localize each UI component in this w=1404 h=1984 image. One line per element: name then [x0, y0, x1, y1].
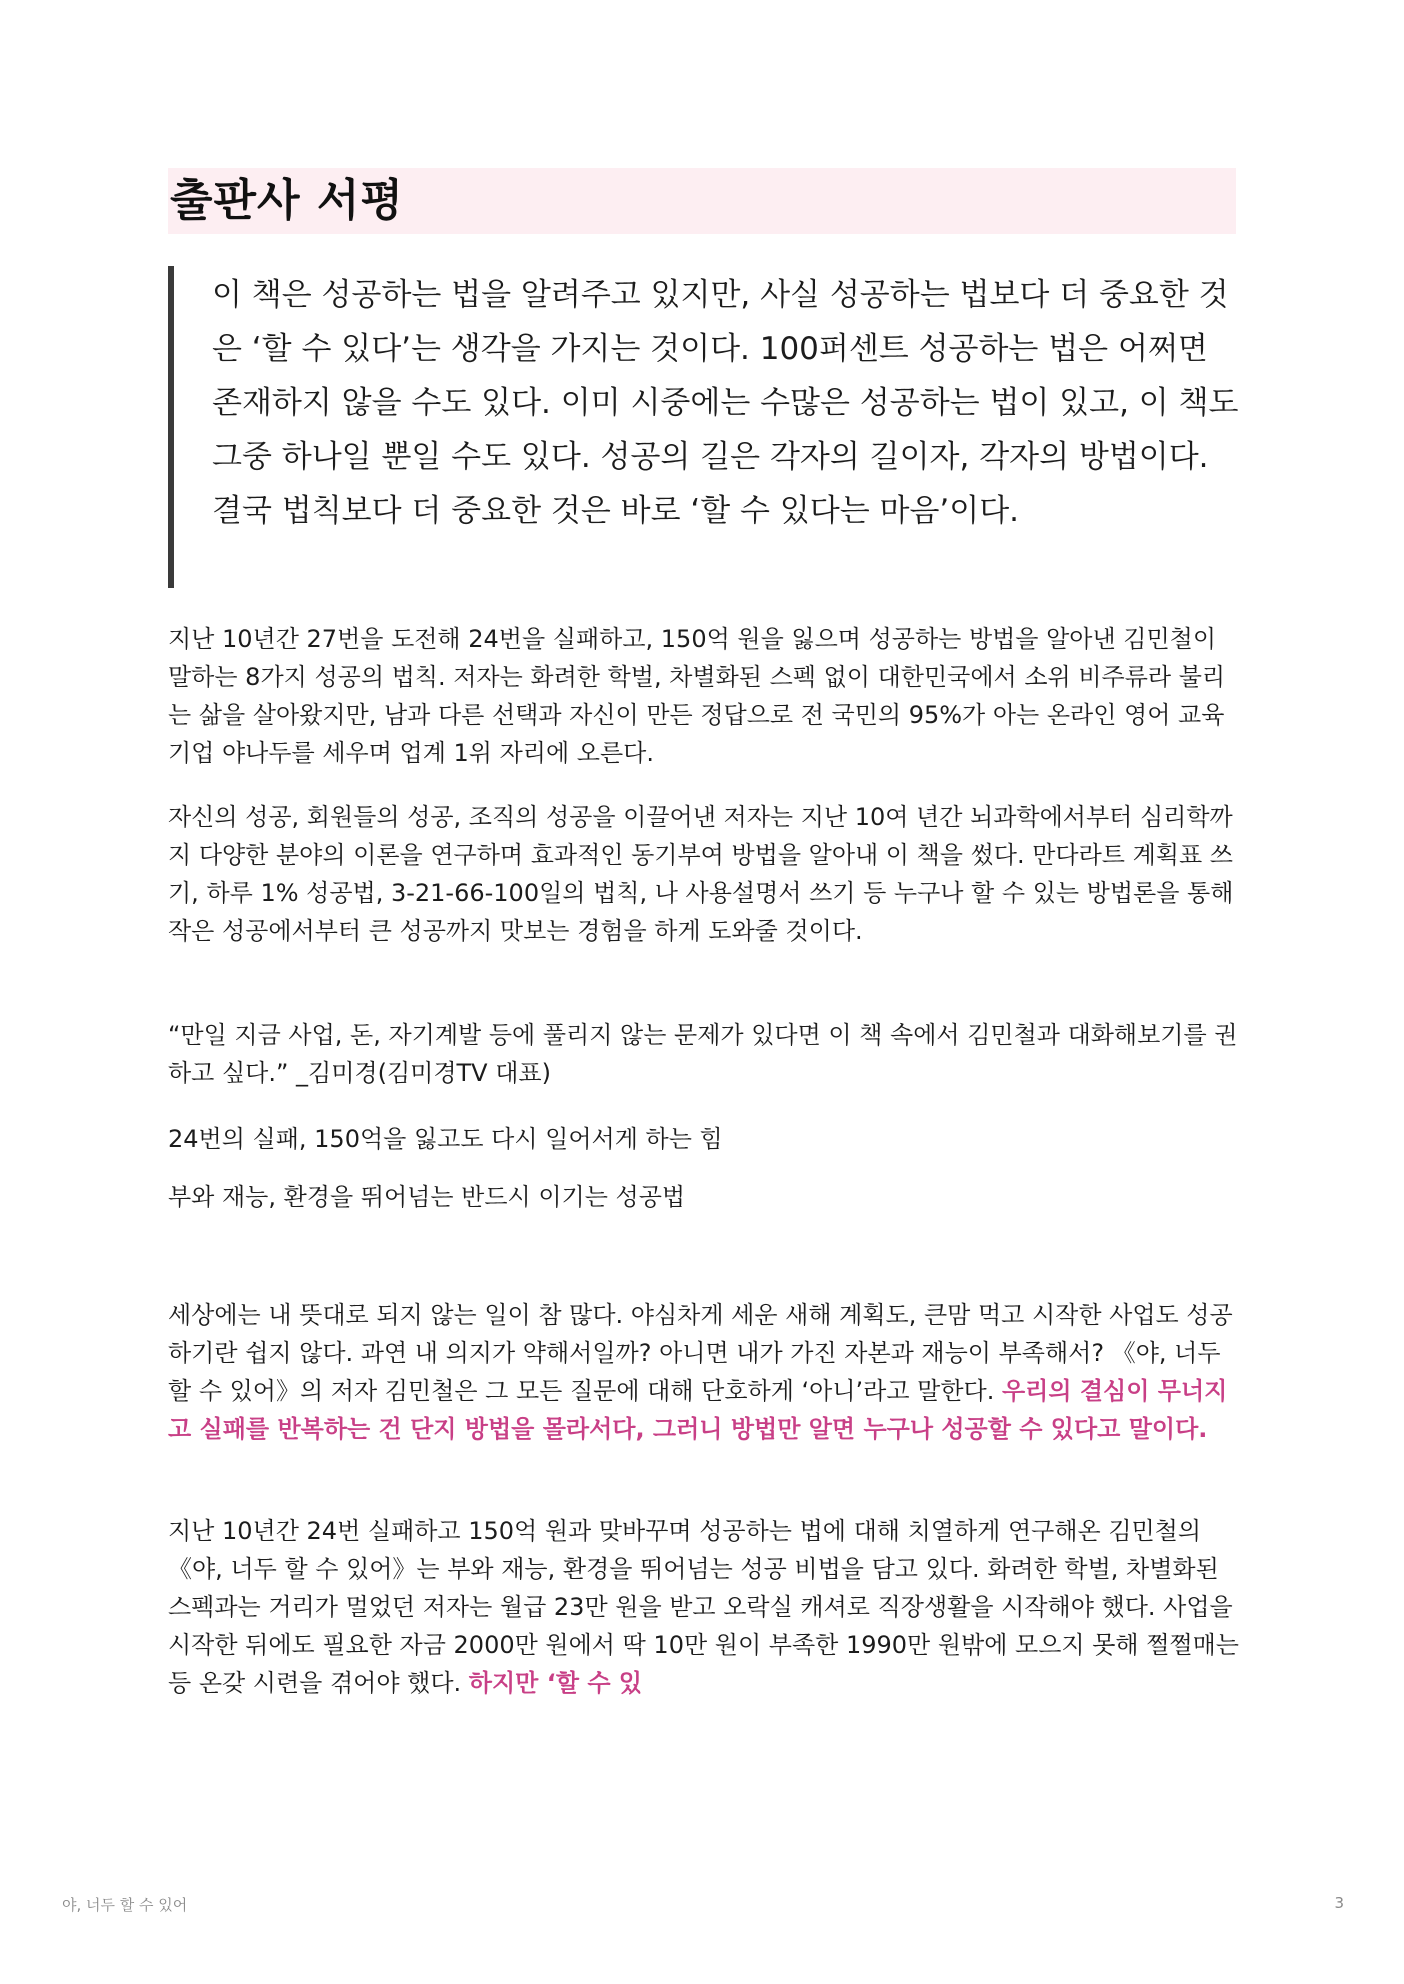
- paragraph-7: [168, 1512, 1243, 1702]
- paragraph-6: [168, 1296, 1243, 1448]
- section-heading-band: [168, 168, 1236, 234]
- paragraph-6-text: 세상에는 내 뜻대로 되지 않는 일이 참 많다. 야심차게 세운 새해 계획도, 큰맘 먹고 시작한 사업도 성공하기란 쉽지 않다. 과연 내 의지가 약해서일까? 아니면 내가 가진 자본과 재능이 부족해서? 《야, 너두 할 수 있어》의 저자 김민철은 그 모든 질문에 대해 단호하게 ‘아니’라고 말한다.: [168, 1301, 1233, 1405]
- paragraph-6-highlight: 우리의 결심이 무너지고 실패를 반복하는 건 단지 방법을 몰라서다, 그러니 방법만 알면 누구나 성공할 수 있다고 말이다.: [168, 1377, 1228, 1443]
- paragraph-5: 부와 재능, 환경을 뛰어넘는 반드시 이기는 성공법: [168, 1183, 686, 1211]
- blockquote: 이 책은 성공하는 법을 알려주고 있지만, 사실 성공하는 법보다 더 중요한 것은 ‘할 수 있다’는 생각을 가지는 것이다. 100퍼센트 성공하는 법은 어쩌면 존재하지 않을 수도 있다. 이미 시중에는 수많은 성공하는 법이 있고, 이 책도 그중 하나일 뿐일 수도 있다. 성공의 길은 각자의 길이자, 각자의 방법이다. 결국 법칙보다 더 중요한 것은 바로 ‘할 수 있다는 마음’이다.: [212, 277, 1239, 529]
- paragraph-1: 지난 10년간 27번을 도전해 24번을 실패하고, 150억 원을 잃으며 성공하는 방법을 알아낸 김민철이 말하는 8가지 성공의 법칙. 저자는 화려한 학벌, 차별화된 스펙 없이 대한민국에서 소위 비주류라 불리는 삶을 살아왔지만, 남과 다른 선택과 자신이 만든 정답으로 전 국민의 95%가 아는 온라인 영어 교육 기업 야나두를 세우며 업계 1위 자리에 오른다.: [168, 625, 1226, 767]
- footer-book-title: 야, 너두 할 수 있어: [62, 1896, 188, 1914]
- paragraph-7-highlight: 하지만 ‘할 수 있: [468, 1669, 643, 1697]
- footer-page-number: 3: [1334, 1894, 1344, 1912]
- paragraph-2: 자신의 성공, 회원들의 성공, 조직의 성공을 이끌어낸 저자는 지난 10여 년간 뇌과학에서부터 심리학까지 다양한 분야의 이론을 연구하며 효과적인 동기부여 방법을 알아내 이 책을 썼다. 만다라트 계획표 쓰기, 하루 1% 성공법, 3-21-66-100일의 법칙, 나 사용설명서 쓰기 등 누구나 할 수 있는 방법론을 통해 작은 성공에서부터 큰 성공까지 맛보는 경험을 하게 도와줄 것이다.: [168, 803, 1234, 945]
- blockquote-bar: [168, 266, 174, 588]
- paragraph-7-text: 지난 10년간 24번 실패하고 150억 원과 맞바꾸며 성공하는 법에 대해 치열하게 연구해온 김민철의 《야, 너두 할 수 있어》는 부와 재능, 환경을 뛰어넘는 성공 비법을 담고 있다. 화려한 학벌, 차별화된 스펙과는 거리가 멀었던 저자는 월급 23만 원을 받고 오락실 캐셔로 직장생활을 시작해야 했다. 사업을 시작한 뒤에도 필요한 자금 2000만 원에서 딱 10만 원이 부족한 1990만 원밖에 모으지 못해 쩔쩔매는 등 온갖 시련을 겪어야 했다.: [168, 1517, 1239, 1697]
- section-heading: 출판사 서평: [170, 175, 404, 226]
- paragraph-4: 24번의 실패, 150억을 잃고도 다시 일어서게 하는 힘: [168, 1125, 723, 1153]
- paragraph-3: “만일 지금 사업, 돈, 자기계발 등에 풀리지 않는 문제가 있다면 이 책 속에서 김민철과 대화해보기를 권하고 싶다.” _김미경(김미경TV 대표): [168, 1021, 1238, 1087]
